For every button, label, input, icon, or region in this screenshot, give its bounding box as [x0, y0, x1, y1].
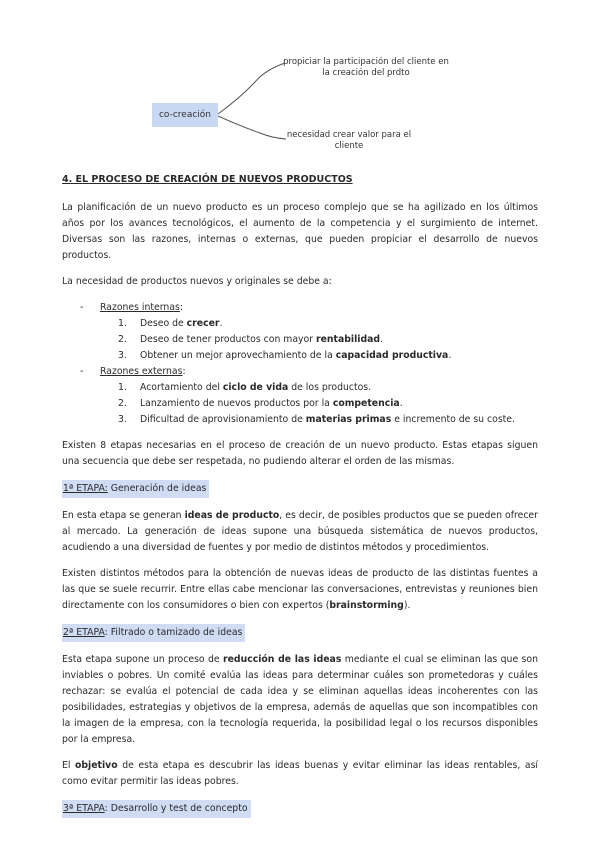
- stages-paragraph: Existen 8 etapas necesarias en el proceso de creación de un nuevo producto. Estas etapas siguen una secuencia que debe ser respetada, no pudiendo alterar el orden de las mismas.: [62, 440, 538, 467]
- branch-bottom-text: necesidad crear valor para el cliente: [286, 130, 412, 151]
- internal-reasons-label: Razones internas: [100, 302, 180, 313]
- external-reasons-list: [100, 380, 538, 428]
- cocreation-node: co-creación: [152, 103, 218, 127]
- stage-1-paragraph-2: Existen distintos métodos para la obtención de nuevas ideas de producto de las distintas fuentes a las que se suele recurrir. Entre ellas cabe mencionar las conversaciones, entrevistas y reuniones bien directamente con los consumidores o bien con expertos (brainstorming).: [62, 568, 538, 611]
- stage-2-heading: 2ª ETAPA: Filtrado o tamizado de ideas: [62, 624, 245, 642]
- document-body: [62, 172, 538, 828]
- stage-2-paragraph-2: El objetivo de esta etapa es descubrir las ideas buenas y evitar eliminar las ideas rentables, así como evitar permitir las ideas pobres.: [62, 760, 538, 787]
- reasons-list: [62, 300, 538, 428]
- stage-1-heading: 1ª ETAPA: Generación de ideas: [62, 480, 209, 498]
- stage-3-heading: 3ª ETAPA: Desarrollo y test de concepto: [62, 800, 251, 818]
- branch-top-text: propiciar la participación del cliente en la creación del prdto: [283, 57, 449, 78]
- list-item: 2. Lanzamiento de nuevos productos por la competencia.: [118, 398, 403, 409]
- needs-paragraph: La necesidad de productos nuevos y originales se debe a:: [62, 276, 332, 287]
- list-item: 1. Acortamiento del ciclo de vida de los productos.: [118, 382, 372, 393]
- external-reasons: - Razones externas: 1. Acortamiento del ciclo de vida de los productos. 2. Lanzamiento de nuevos productos por la competencia. 3. Dificultad de aprovisionamiento de materias primas e incremento de su coste.: [62, 364, 538, 428]
- cocreation-diagram: [0, 0, 600, 160]
- intro-paragraph: La planificación de un nuevo producto es un proceso complejo que se ha agilizado en los últimos años por los avances tecnológicos, el aumento de la competencia y el surgimiento de internet. Diversas son las razones, internas o externas, que pueden propiciar el desarrollo de nuevos productos.: [62, 202, 538, 261]
- section-title: 4. EL PROCESO DE CREACIÓN DE NUEVOS PRODUCTOS: [62, 174, 353, 185]
- list-item: 2. Deseo de tener productos con mayor rentabilidad.: [118, 334, 384, 345]
- list-item: 3. Obtener un mejor aprovechamiento de la capacidad productiva.: [118, 350, 452, 361]
- internal-reasons-list: [100, 316, 538, 364]
- list-item: 1. Deseo de crecer.: [118, 318, 223, 329]
- stage-1-paragraph-1: En esta etapa se generan ideas de producto, es decir, de posibles productos que se pueden ofrecer al mercado. La generación de ideas supone una búsqueda sistemática de nuevos productos, acudiendo a una diversidad de fuentes y por medio de distintos métodos y procedimientos.: [62, 510, 538, 553]
- external-reasons-label: Razones externas: [100, 366, 183, 377]
- stage-2-paragraph-1: Esta etapa supone un proceso de reducción de las ideas mediante el cual se eliminan las que son inviables o pobres. Un comité evalúa las ideas para determinar cuáles son prometedoras y cuáles rechazar: se evalúa el potencial de cada idea y se eliminan aquellas ideas incoherentes con las posibilidades, estrategias y objetivos de la empresa, además de aquellas que son incompatibles con la imagen de la empresa, con la tecnología requerida, la posibilidad legal o los recursos disponibles por la empresa.: [62, 654, 538, 745]
- list-item: 3. Dificultad de aprovisionamiento de materias primas e incremento de su coste.: [118, 414, 515, 425]
- internal-reasons: - Razones internas: 1. Deseo de crecer. 2. Deseo de tener productos con mayor rentabilidad. 3. Obtener un mejor aprovechamiento de la capacidad productiva.: [62, 300, 538, 364]
